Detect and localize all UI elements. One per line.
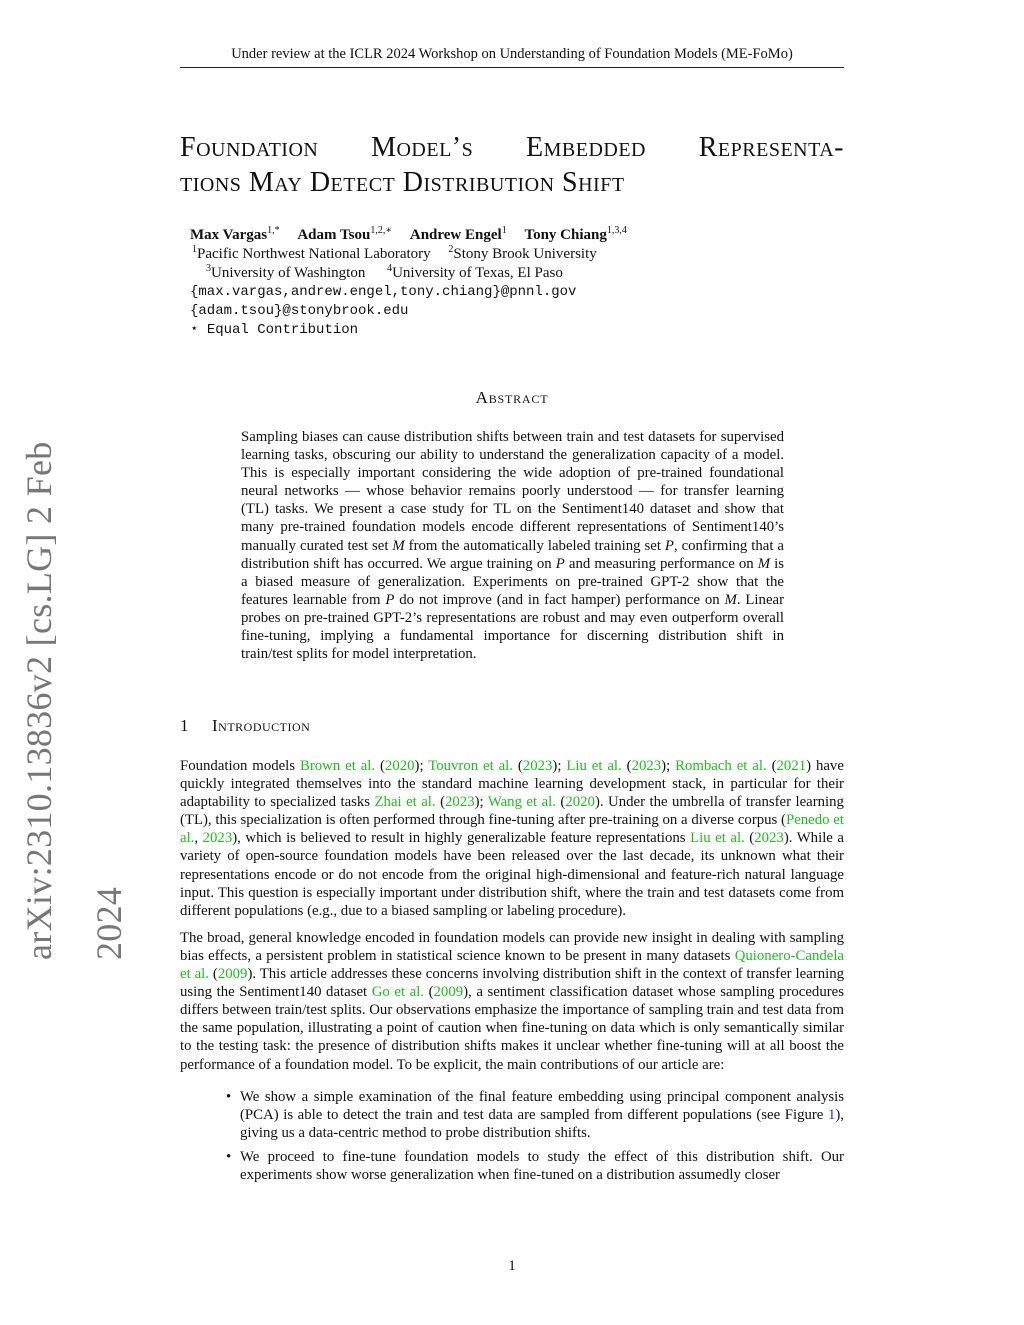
citation-year-link[interactable]: 2009 (433, 984, 464, 1001)
citation-link[interactable]: Touvron et al. (428, 758, 513, 774)
arxiv-stamp: arXiv:2310.13836v2 [cs.LG] 2 Feb 2024 (19, 441, 129, 960)
list-item: • We proceed to fine-tune foundation models to study the effect of this distribution shift. Our experiments show worse generalization when fine-tuned on a distribution assumedly closer (240, 1148, 844, 1184)
citation-link[interactable]: Liu et al. (690, 830, 745, 847)
page-number: 1 (508, 1258, 516, 1274)
author: Adam Tsou$^{1,2,∗}$ (297, 225, 393, 243)
citation-year-link[interactable]: 2020 (565, 794, 595, 811)
abstract-heading: Abstract (475, 388, 549, 407)
citation-link[interactable]: Liu et al. (566, 758, 622, 774)
equal-contribution-note: ⋆ Equal Contribution (190, 322, 359, 338)
citation-link[interactable]: Go et al. (371, 984, 425, 1001)
introduction-body (180, 757, 844, 1190)
citation-year-link[interactable]: 2023 (202, 830, 233, 847)
running-head: Under review at the ICLR 2024 Workshop on Understanding of Foundation Models (ME-FoMo) (231, 46, 793, 62)
email-line: {adam.tsou}@stonybrook.edu (190, 303, 409, 319)
email-line: {max.vargas,andrew.engel,tony.chiang}@pnnl.gov (190, 284, 577, 300)
citation-link[interactable]: Brown et al. (299, 758, 376, 774)
figure-link[interactable]: 1 (827, 1106, 836, 1123)
author: Max Vargas$^{1,*}$ (190, 225, 280, 243)
affiliation-line: $^3$University of Washington $^4$University of Texas, El Paso (206, 263, 563, 281)
citation-link[interactable]: Zhai et al. (374, 794, 436, 811)
author: Andrew Engel$^1$ (409, 225, 507, 243)
citation-link[interactable]: Rombach et al. (675, 758, 767, 774)
citation-year-link[interactable]: 2009 (217, 966, 248, 983)
list-item: • We show a simple examination of the final feature embedding using principal component analysis (PCA) is able to detect the train and test data are sampled from different populations (see Figure 1), giving us a data-centric method to probe distribution shifts. (240, 1088, 844, 1142)
section-heading-introduction: 1 Introduction (180, 716, 311, 735)
abstract-text: Sampling biases can cause distribution shifts between train and test datasets for supervised learning tasks, obscuring our ability to understand the generalization capacity of a model. This is especially important considering the wide adoption of pre-trained foundational neural networks — whose behavior remains poorly understood — for transfer learning (TL) tasks. We present a case study for TL on the Sentiment140 dataset and show that many pre-trained foundation models encode different representations of Sentiment140’s manually curated test set M from the automatically labeled training set P, confirming that a distribution shift has occurred. We argue training on P and measuring performance on M is a biased measure of generalization. Experiments on pre-trained GPT-2 show that the features learnable from P do not improve (and in fact hamper) performance on M. Linear probes on pre-trained GPT-2’s representations are robust and may even outperform overall fine-tuning, implying a fundamental importance for discerning distribution shift in train/test splits for model interpretation. (241, 429, 785, 663)
citation-year-link[interactable]: 2023 (445, 794, 475, 811)
citation-year-link[interactable]: 2021 (776, 758, 807, 774)
paragraph: The broad, general knowledge encoded in foundation models can provide new insight in dealing with sampling bias effects, a persistent problem in statistical science known to be present in many datasets Quionero-Candela et al. (2009). This article addresses these concerns involving distribution shift in the context of transfer learning using the Sentiment140 dataset Go et al. (2009), a sentiment classification dataset whose sampling procedures differs between train/test splits. Our observations emphasize the importance of sampling train and test data from the same population, illustrating a point of caution when fine-tuning on data which is only semantically similar to the testing task: the presence of distribution shifts makes it unclear whether fine-tuning will at all boost the performance of a foundation model. To be explicit, the main contributions of our article are: (180, 929, 844, 1073)
citation-year-link[interactable]: 2023 (522, 758, 553, 774)
citation-link[interactable]: Quionero-Candela et al. (180, 947, 844, 983)
citation-year-link[interactable]: 2020 (384, 758, 415, 774)
author: Tony Chiang$^{1,3,4}$ (524, 225, 627, 243)
author-block (190, 226, 830, 340)
citation-link[interactable]: Wang et al. (487, 794, 556, 811)
citation-link[interactable]: Penedo et al. (180, 812, 844, 847)
citation-year-link[interactable]: 2023 (631, 758, 662, 774)
title-line-1: Foundation Model’s Embedded Representa- (180, 132, 844, 163)
contributions-list (180, 1088, 844, 1184)
citation-year-link[interactable]: 2023 (754, 830, 784, 847)
affiliation-line: $^1$Pacific Northwest National Laboratory $^2$Stony Brook University (192, 244, 597, 262)
author-names (190, 226, 830, 245)
paragraph: Foundation models Brown et al. (2020); Touvron et al. (2023); Liu et al. (2023); Rombach et al. (2021) have quickly integrated themselves into the standard machine learning development stack, in particular for their adaptability to specialized tasks Zhai et al. (2023); Wang et al. (2020). Under the umbrella of transfer learning (TL), this specialization is often performed through fine-tuning after pre-training on a diverse corpus (Penedo et al., 2023), which is believed to result in highly generalizable feature representations Liu et al. (2023). While a variety of open-source foundation models have been released over the last decade, its unknown what their representations encode or do not encode from the original high-dimensional and feature-rich natural language input. This question is especially important under distribution shift, where the train and test datasets come from different populations (e.g., due to a biased sampling or labeling procedure). (180, 758, 844, 919)
paper-title (180, 130, 844, 200)
header-rule (180, 67, 844, 68)
title-line-2: tions May Detect Distribution Shift (180, 167, 625, 198)
